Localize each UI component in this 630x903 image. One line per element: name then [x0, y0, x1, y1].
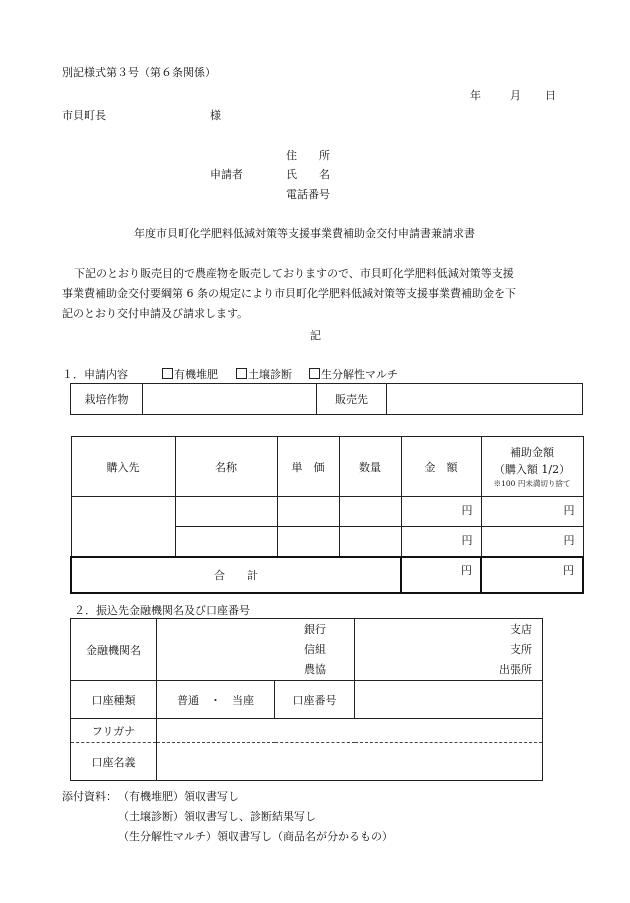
quantity-cell[interactable] [339, 527, 401, 557]
header-vendor: 購入先 [71, 437, 175, 497]
date-month-label: 月 [510, 89, 521, 102]
honorific: 様 [210, 109, 221, 122]
branch-type-branch: 支店 [510, 622, 532, 636]
bank-type-bank: 銀行 [304, 622, 326, 636]
attachments-label: 添付資料： [62, 790, 117, 803]
total-amount-cell[interactable]: 円 [401, 557, 481, 593]
bank-type-agri-coop: 農協 [304, 662, 326, 676]
subsidy-cell[interactable]: 円 [481, 527, 583, 557]
account-number-label: 口座番号 [275, 681, 355, 719]
addressee: 市貝町長 [62, 109, 106, 122]
option-biodegradable-mulch[interactable]: 生分解性マルチ [309, 366, 398, 382]
account-number-input[interactable] [355, 681, 543, 719]
account-name-input[interactable] [157, 743, 543, 781]
item-name-cell[interactable] [175, 497, 277, 527]
subsidy-title: 補助金額 [510, 445, 554, 459]
account-name-label: 口座名義 [71, 743, 157, 781]
total-subsidy-cell[interactable]: 円 [481, 557, 583, 593]
branch-cell[interactable] [355, 619, 543, 681]
unit-price-cell[interactable] [277, 497, 339, 527]
crop-input[interactable] [143, 384, 317, 415]
furigana-label: フリガナ [71, 719, 157, 743]
attachment-item: （有機堆肥）領収書写し [118, 790, 239, 803]
header-item-name: 名称 [175, 437, 277, 497]
total-label: 合 計 [71, 557, 401, 593]
crop-sales-table [70, 383, 583, 415]
body-line-3: 記のとおり交付申請及び請求します。 [62, 307, 249, 320]
section2-label: ２．振込先金融機関名及び口座番号 [74, 604, 250, 617]
purchase-table [70, 436, 584, 594]
checkbox-icon[interactable] [236, 368, 247, 379]
body-line-1: 下記のとおり販売目的で農産物を販売しておりますので、市貝町化学肥料低減対策等支援 [74, 267, 514, 280]
applicant-address-label: 住 所 [286, 149, 330, 162]
option-organic-compost[interactable]: 有機堆肥 [162, 366, 218, 382]
branch-type-office: 出張所 [499, 662, 532, 676]
subsidy-ratio: （購入額 1/2） [493, 462, 571, 476]
ki-mark: 記 [310, 329, 321, 342]
option-soil-diagnosis[interactable]: 土壌診断 [236, 366, 292, 382]
sales-input[interactable] [387, 384, 583, 415]
subsidy-cell[interactable]: 円 [481, 497, 583, 527]
applicant-name-label: 氏 名 [286, 168, 330, 181]
branch-type-sub-branch: 支所 [510, 642, 532, 656]
bank-name-cell[interactable] [157, 619, 355, 681]
crop-label: 栽培作物 [71, 384, 143, 415]
date-day-label: 日 [545, 89, 556, 102]
applicant-label: 申請者 [210, 168, 243, 181]
item-name-cell[interactable] [175, 527, 277, 557]
sales-label: 販売先 [317, 384, 387, 415]
vendor-cell[interactable] [71, 497, 175, 557]
furigana-input[interactable] [157, 719, 543, 743]
amount-cell[interactable]: 円 [401, 497, 481, 527]
section1-label: １．申請内容 [62, 368, 128, 381]
bank-name-label: 金融機関名 [71, 619, 157, 681]
amount-cell[interactable]: 円 [401, 527, 481, 557]
header-quantity: 数量 [339, 437, 401, 497]
attachment-item: （土壌診断）領収書写し、診断結果写し [118, 810, 316, 823]
header-subsidy [481, 437, 583, 497]
applicant-phone-label: 電話番号 [286, 188, 330, 201]
account-type-label: 口座種類 [71, 681, 157, 719]
body-line-2: 事業費補助金交付要綱第 6 条の規定により市貝町化学肥料低減対策等支援事業費補助金を下 [62, 287, 516, 300]
header-amount: 金 額 [401, 437, 481, 497]
header-unit-price: 単 価 [277, 437, 339, 497]
checkbox-icon[interactable] [162, 368, 173, 379]
subsidy-note: ※100 円未満切り捨て [493, 478, 571, 488]
attachment-item: （生分解性マルチ）領収書写し（商品名が分かるもの） [118, 830, 393, 843]
bank-table [70, 618, 543, 781]
account-type-value[interactable]: 普通 ・ 当座 [157, 681, 275, 719]
bank-type-credit-union: 信組 [304, 642, 326, 656]
checkbox-icon[interactable] [309, 368, 320, 379]
date-year-label: 年 [470, 89, 481, 102]
form-number: 別記様式第３号（第６条関係） [62, 66, 216, 79]
unit-price-cell[interactable] [277, 527, 339, 557]
document-title: 年度市貝町化学肥料低減対策等支援事業費補助金交付申請書兼請求書 [134, 227, 475, 240]
quantity-cell[interactable] [339, 497, 401, 527]
